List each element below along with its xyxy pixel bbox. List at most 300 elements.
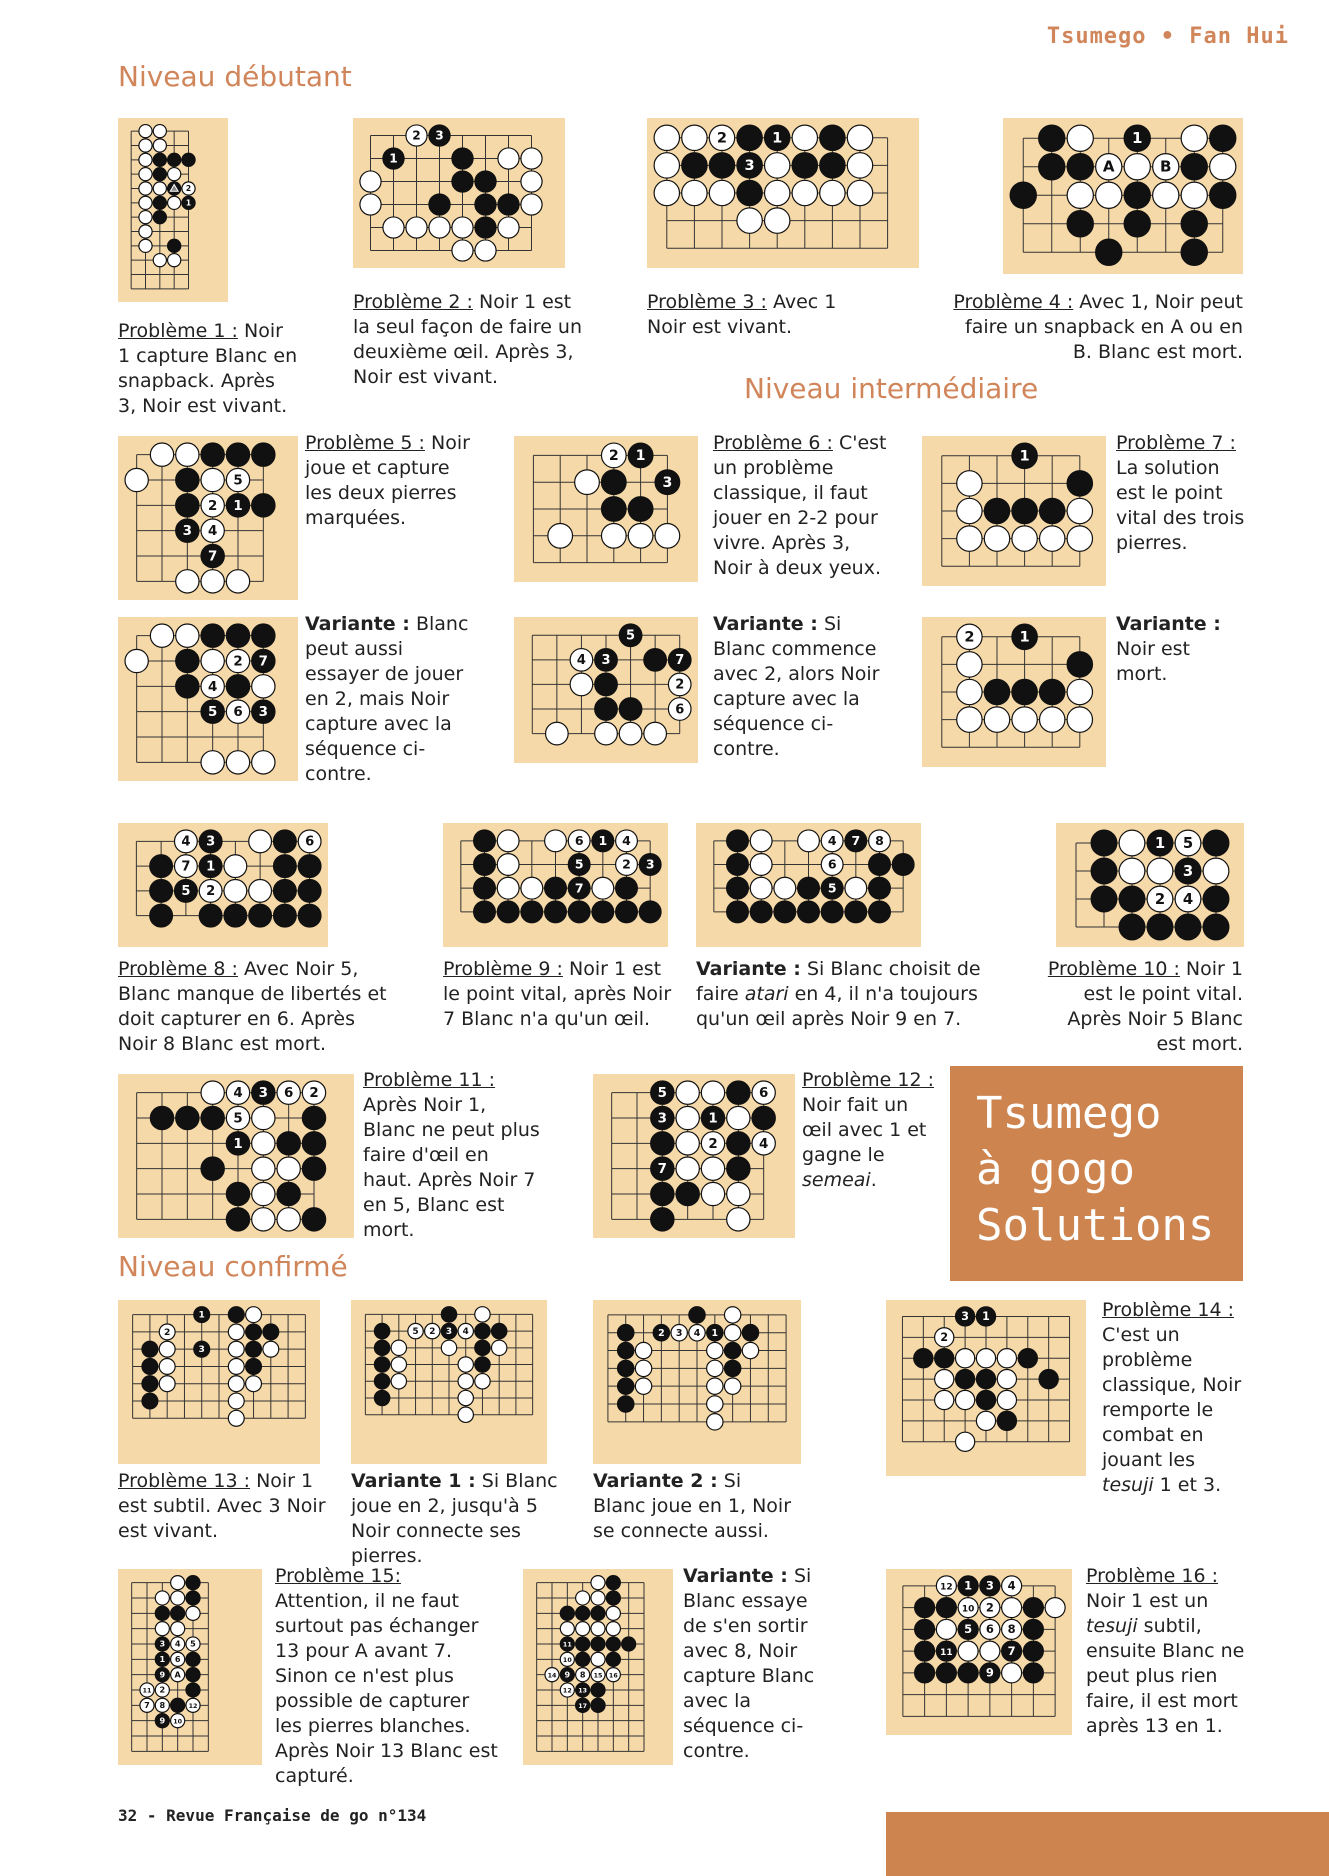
caption-problem-2: Problème 2 : Noir 1 est la seul façon de faire un deuxième œil. Après 3, Noir est vivant. xyxy=(353,291,583,388)
black-stone xyxy=(820,125,845,150)
move-number: 6 xyxy=(233,705,243,721)
black-stone xyxy=(1181,211,1207,237)
white-stone xyxy=(976,1411,995,1430)
white-stone xyxy=(153,125,166,138)
black-stone xyxy=(273,904,296,927)
black-stone xyxy=(628,443,653,468)
caption-problem-10: Problème 10 : Noir 1 est le point vital. Après Noir 5 Blanc est mort. xyxy=(1047,958,1243,1055)
white-stone xyxy=(406,125,427,146)
white-stone xyxy=(724,1378,740,1394)
black-stone xyxy=(302,1208,325,1231)
white-stone xyxy=(246,1307,262,1323)
white-stone xyxy=(997,1390,1016,1409)
black-stone xyxy=(252,443,275,466)
white-stone xyxy=(792,125,817,150)
move-number: A xyxy=(1102,157,1115,176)
move-number: 2 xyxy=(159,1684,166,1695)
white-stone xyxy=(228,1410,244,1426)
white-stone xyxy=(201,649,224,672)
move-number: 6 xyxy=(827,856,837,872)
move-number: 9 xyxy=(159,1669,166,1680)
white-stone xyxy=(252,1132,275,1155)
white-stone xyxy=(171,1668,185,1682)
black-stone xyxy=(651,1208,674,1231)
white-stone xyxy=(591,1576,605,1590)
move-number: 5 xyxy=(190,1638,196,1649)
white-stone xyxy=(383,217,404,238)
white-stone xyxy=(452,240,473,261)
white-stone xyxy=(1067,707,1092,732)
move-number: 1 xyxy=(598,832,608,848)
white-stone xyxy=(576,1622,590,1636)
white-stone xyxy=(847,180,872,205)
black-stone xyxy=(792,153,817,178)
black-stone xyxy=(568,854,590,876)
white-stone xyxy=(570,649,593,672)
white-stone xyxy=(737,208,762,233)
black-stone xyxy=(1203,830,1229,856)
black-stone xyxy=(1119,914,1145,940)
black-stone xyxy=(618,1360,634,1376)
white-stone xyxy=(153,254,166,267)
white-stone xyxy=(707,1378,723,1394)
caption-variant-15: Variante : Si Blanc essaye de s'en sortir avec 8, Noir capture Blanc avec la séquence ci-contre. xyxy=(683,1565,815,1762)
board-problem-9 xyxy=(443,823,668,947)
white-stone xyxy=(171,1591,185,1605)
white-stone xyxy=(155,1683,169,1697)
white-stone xyxy=(709,125,734,150)
black-stone xyxy=(441,1307,456,1322)
black-stone xyxy=(474,830,496,852)
black-stone xyxy=(765,125,790,150)
black-stone xyxy=(591,1637,605,1651)
black-stone xyxy=(1002,1641,1022,1661)
black-stone xyxy=(273,855,296,878)
black-stone xyxy=(186,1652,200,1666)
black-stone xyxy=(201,443,224,466)
board-problem-7 xyxy=(922,436,1106,586)
black-stone xyxy=(1012,498,1037,523)
white-stone xyxy=(727,1182,750,1205)
white-stone xyxy=(174,855,197,878)
black-stone xyxy=(668,649,691,672)
move-number: 4 xyxy=(208,679,218,695)
white-stone xyxy=(682,125,707,150)
black-stone xyxy=(727,1157,750,1180)
black-stone xyxy=(474,854,496,876)
black-stone xyxy=(639,854,661,876)
white-stone xyxy=(1181,125,1207,151)
black-stone xyxy=(153,196,166,209)
black-stone xyxy=(976,1370,995,1389)
white-stone xyxy=(186,1606,200,1620)
white-stone xyxy=(139,225,152,238)
black-stone xyxy=(869,901,891,923)
black-stone xyxy=(201,700,224,723)
black-stone xyxy=(936,1641,956,1661)
move-number: 8 xyxy=(159,1700,166,1711)
caption-variant-5: Variante : Blanc peut aussi essayer de jouer en 2, mais Noir capture avec la séquence ci-contre. xyxy=(305,613,469,785)
white-stone xyxy=(635,1342,651,1358)
white-stone xyxy=(498,148,519,169)
move-number: B xyxy=(1160,157,1172,176)
white-stone xyxy=(676,1106,699,1129)
black-stone xyxy=(618,1396,634,1412)
footer-accent-bar xyxy=(886,1812,1329,1876)
move-number: A xyxy=(174,1669,181,1680)
black-stone xyxy=(1119,886,1145,912)
black-stone xyxy=(592,901,614,923)
white-stone xyxy=(676,1157,699,1180)
black-stone xyxy=(595,698,618,721)
black-stone xyxy=(168,153,181,166)
white-stone xyxy=(360,171,381,192)
black-stone xyxy=(1175,914,1201,940)
black-stone xyxy=(976,1307,995,1326)
black-stone xyxy=(298,855,321,878)
white-stone xyxy=(277,1157,300,1180)
move-number: 2 xyxy=(675,677,685,693)
move-number: 3 xyxy=(961,1310,969,1324)
white-stone xyxy=(1181,182,1207,208)
black-stone xyxy=(653,1325,669,1341)
white-stone xyxy=(1002,1598,1022,1618)
white-stone xyxy=(475,240,496,261)
white-stone xyxy=(709,180,734,205)
black-stone xyxy=(142,1341,158,1357)
white-stone xyxy=(452,217,473,238)
banner-line-2: à gogo xyxy=(976,1144,1135,1195)
move-number: 7 xyxy=(851,832,861,848)
move-number: 4 xyxy=(1007,1578,1016,1593)
white-stone xyxy=(252,1157,275,1180)
white-stone xyxy=(668,673,691,696)
white-stone xyxy=(548,523,573,548)
black-stone xyxy=(277,1132,300,1155)
black-stone xyxy=(1010,182,1036,208)
move-number: 5 xyxy=(964,1622,973,1637)
black-stone xyxy=(374,1340,389,1355)
white-stone xyxy=(765,153,790,178)
white-stone xyxy=(1002,1576,1022,1596)
white-stone xyxy=(1124,154,1150,180)
white-stone xyxy=(576,1591,590,1605)
black-stone xyxy=(153,168,166,181)
white-stone xyxy=(199,879,222,902)
black-stone xyxy=(618,1378,634,1394)
white-stone xyxy=(821,854,843,876)
black-stone xyxy=(273,879,296,902)
white-stone xyxy=(139,125,152,138)
white-stone xyxy=(441,1340,456,1355)
white-stone xyxy=(458,1407,473,1422)
white-stone xyxy=(616,854,638,876)
black-stone xyxy=(997,1411,1016,1430)
move-number: 10 xyxy=(562,1657,572,1665)
black-stone xyxy=(155,1652,169,1666)
black-stone xyxy=(153,211,166,224)
white-stone xyxy=(958,1598,978,1618)
white-stone xyxy=(742,1342,758,1358)
caption-variant-13b: Variante 2 : Si Blanc joue en 1, Noir se connecte aussi. xyxy=(593,1470,792,1542)
black-stone xyxy=(142,1359,158,1375)
black-stone xyxy=(628,497,653,522)
move-number: 8 xyxy=(875,832,884,848)
white-stone xyxy=(521,148,542,169)
black-stone xyxy=(168,182,181,195)
caption-problem-5: Problème 5 : Noir joue et capture les deux pierres marquées. xyxy=(305,432,470,529)
black-stone xyxy=(1067,211,1093,237)
black-stone xyxy=(1067,154,1093,180)
board-variant-13a xyxy=(351,1300,547,1464)
white-stone xyxy=(1067,125,1093,151)
white-stone xyxy=(936,1576,956,1596)
white-stone xyxy=(957,526,982,551)
black-stone xyxy=(545,877,567,899)
white-stone xyxy=(168,254,181,267)
move-number: 4 xyxy=(181,834,191,850)
black-stone xyxy=(616,877,638,899)
black-stone xyxy=(1012,443,1037,468)
black-stone xyxy=(568,877,590,899)
move-number: 7 xyxy=(144,1700,150,1711)
move-number: 15 xyxy=(593,1672,603,1680)
running-header: Tsumego • Fan Hui xyxy=(1046,24,1289,49)
white-stone xyxy=(1002,1663,1022,1683)
white-stone xyxy=(228,1359,244,1375)
black-stone xyxy=(497,901,519,923)
black-stone xyxy=(441,1323,456,1338)
black-stone xyxy=(560,1637,574,1651)
black-stone xyxy=(727,1132,750,1155)
black-stone xyxy=(374,1374,389,1389)
white-stone xyxy=(1067,182,1093,208)
caption-problem-1: Problème 1 : Noir 1 capture Blanc en snapback. Après 3, Noir est vivant. xyxy=(118,320,298,417)
black-stone xyxy=(737,125,762,150)
white-stone xyxy=(125,649,148,672)
white-stone xyxy=(984,707,1009,732)
move-number: 6 xyxy=(574,832,584,848)
white-stone xyxy=(707,1396,723,1412)
move-number: 3 xyxy=(206,834,216,850)
board-problem-13 xyxy=(118,1300,320,1464)
white-stone xyxy=(654,180,679,205)
white-stone xyxy=(226,649,249,672)
black-stone xyxy=(595,649,618,672)
move-number: 1 xyxy=(233,498,243,514)
black-stone xyxy=(915,1619,935,1639)
black-stone xyxy=(374,1357,389,1372)
black-stone xyxy=(1147,914,1173,940)
black-stone xyxy=(709,153,734,178)
black-stone xyxy=(277,1182,300,1205)
page-footer: 32 - Revue Française de go n°134 xyxy=(118,1806,427,1825)
black-stone xyxy=(226,443,249,466)
black-stone xyxy=(915,1598,935,1618)
move-number: 11 xyxy=(562,1641,572,1649)
black-stone xyxy=(956,1370,975,1389)
black-stone xyxy=(576,1606,590,1620)
black-stone xyxy=(252,494,275,517)
white-stone xyxy=(792,180,817,205)
white-stone xyxy=(252,1182,275,1205)
white-stone xyxy=(606,1622,620,1636)
black-stone xyxy=(618,1325,634,1341)
black-stone xyxy=(591,1698,605,1712)
move-number: 1 xyxy=(711,1327,719,1339)
move-number: 4 xyxy=(1182,890,1194,908)
move-number: 1 xyxy=(1019,447,1030,465)
white-stone xyxy=(171,1652,185,1666)
black-stone xyxy=(224,904,247,927)
black-stone xyxy=(820,153,845,178)
black-stone xyxy=(591,1683,605,1697)
move-number: 2 xyxy=(429,1327,436,1338)
white-stone xyxy=(707,1360,723,1376)
black-stone xyxy=(246,1341,262,1357)
white-stone xyxy=(226,751,249,774)
black-stone xyxy=(1181,154,1207,180)
black-stone xyxy=(186,1683,200,1697)
white-stone xyxy=(360,194,381,215)
black-stone xyxy=(176,675,199,698)
black-stone xyxy=(724,1360,740,1376)
black-stone xyxy=(618,1342,634,1358)
white-stone xyxy=(497,854,519,876)
black-stone xyxy=(182,196,195,209)
move-number: 7 xyxy=(1007,1643,1016,1658)
caption-problem-6: Problème 6 : C'est un problème classique, il faut jouer en 2-2 pour vivre. Après 3, Noir à deux yeux. xyxy=(713,432,887,579)
black-stone xyxy=(474,877,496,899)
move-number: 5 xyxy=(574,856,584,872)
black-stone xyxy=(576,1683,590,1697)
board-problem-8 xyxy=(118,823,328,947)
black-stone xyxy=(174,879,197,902)
black-stone xyxy=(199,830,222,853)
black-stone xyxy=(142,1393,158,1409)
caption-problem-9: Problème 9 : Noir 1 est le point vital, après Noir 7 Blanc n'a qu'un œil. xyxy=(443,958,672,1030)
white-stone xyxy=(707,1414,723,1430)
black-stone xyxy=(374,1390,389,1405)
white-stone xyxy=(568,830,590,852)
white-stone xyxy=(701,1182,724,1205)
move-number: 5 xyxy=(827,880,837,896)
white-stone xyxy=(226,1106,249,1129)
white-stone xyxy=(701,1157,724,1180)
white-stone xyxy=(201,1081,224,1104)
black-stone xyxy=(1091,858,1117,884)
move-number: 7 xyxy=(181,859,191,875)
move-number: 3 xyxy=(657,1111,667,1127)
white-stone xyxy=(159,1376,175,1392)
move-number: 2 xyxy=(608,448,619,465)
white-stone xyxy=(1002,1619,1022,1639)
white-stone xyxy=(957,471,982,496)
white-stone xyxy=(201,468,224,491)
white-stone xyxy=(168,196,181,209)
white-stone xyxy=(644,722,667,745)
black-stone xyxy=(869,854,891,876)
black-stone xyxy=(475,194,496,215)
move-number: 6 xyxy=(174,1654,181,1665)
white-stone xyxy=(671,1325,687,1341)
black-stone xyxy=(1210,125,1236,151)
black-stone xyxy=(302,1157,325,1180)
black-stone xyxy=(474,901,496,923)
white-stone xyxy=(591,1622,605,1636)
black-stone xyxy=(1023,1619,1043,1639)
black-stone xyxy=(171,1698,185,1712)
white-stone xyxy=(595,722,618,745)
black-stone xyxy=(936,1663,956,1683)
move-number: 2 xyxy=(206,884,216,900)
black-stone xyxy=(246,1324,262,1340)
caption-problem-12: Problème 12 : Noir fait un œil avec 1 et gagne le semeai. xyxy=(802,1069,935,1191)
white-stone xyxy=(171,1576,185,1590)
black-stone xyxy=(651,1182,674,1205)
caption-problem-15: Problème 15: Attention, il ne faut surtout pas échanger 13 pour A avant 7. Sinon ce n'est plus possible de capturer les pierres blanches. Après Noir 13 Blanc est capturé. xyxy=(275,1565,498,1787)
white-stone xyxy=(150,624,173,647)
move-number: 10 xyxy=(961,1604,975,1615)
black-stone xyxy=(155,1637,169,1651)
white-stone xyxy=(176,570,199,593)
white-stone xyxy=(224,855,247,878)
white-stone xyxy=(956,1349,975,1368)
white-stone xyxy=(155,1698,169,1712)
white-stone xyxy=(750,854,772,876)
black-stone xyxy=(298,904,321,927)
move-number: 4 xyxy=(233,1086,243,1102)
white-stone xyxy=(1203,858,1229,884)
move-number: 1 xyxy=(964,1578,973,1593)
move-number: 3 xyxy=(445,1327,453,1338)
white-stone xyxy=(171,1714,185,1728)
white-stone xyxy=(765,180,790,205)
caption-variant-6: Variante : Si Blanc commence avec 2, alors Noir capture avec la séquence ci-contre. xyxy=(713,613,880,760)
black-stone xyxy=(186,1576,200,1590)
white-stone xyxy=(724,1307,740,1323)
white-stone xyxy=(159,1324,175,1340)
white-stone xyxy=(591,1668,605,1682)
white-stone xyxy=(668,698,691,721)
move-number: 6 xyxy=(985,1622,994,1637)
white-stone xyxy=(575,470,600,495)
black-stone xyxy=(622,1637,636,1651)
move-number: 7 xyxy=(657,1162,667,1178)
white-stone xyxy=(475,1307,490,1322)
move-number: 7 xyxy=(675,653,685,669)
white-stone xyxy=(798,830,820,852)
black-stone xyxy=(956,1307,975,1326)
black-stone xyxy=(915,1663,935,1683)
black-stone xyxy=(606,1576,620,1590)
move-number: 4 xyxy=(693,1327,701,1339)
white-stone xyxy=(724,1325,740,1341)
white-stone xyxy=(391,1374,406,1389)
board-problem-5 xyxy=(118,436,298,600)
black-stone xyxy=(576,1652,590,1666)
move-number: 6 xyxy=(284,1086,294,1102)
move-number: 12 xyxy=(562,1687,572,1695)
white-stone xyxy=(545,830,567,852)
white-stone xyxy=(935,1370,954,1389)
white-stone xyxy=(139,153,152,166)
black-stone xyxy=(226,494,249,517)
caption-problem-3: Problème 3 : Avec 1 Noir est vivant. xyxy=(647,291,837,338)
white-stone xyxy=(601,523,626,548)
white-stone xyxy=(750,877,772,899)
white-stone xyxy=(1210,154,1236,180)
